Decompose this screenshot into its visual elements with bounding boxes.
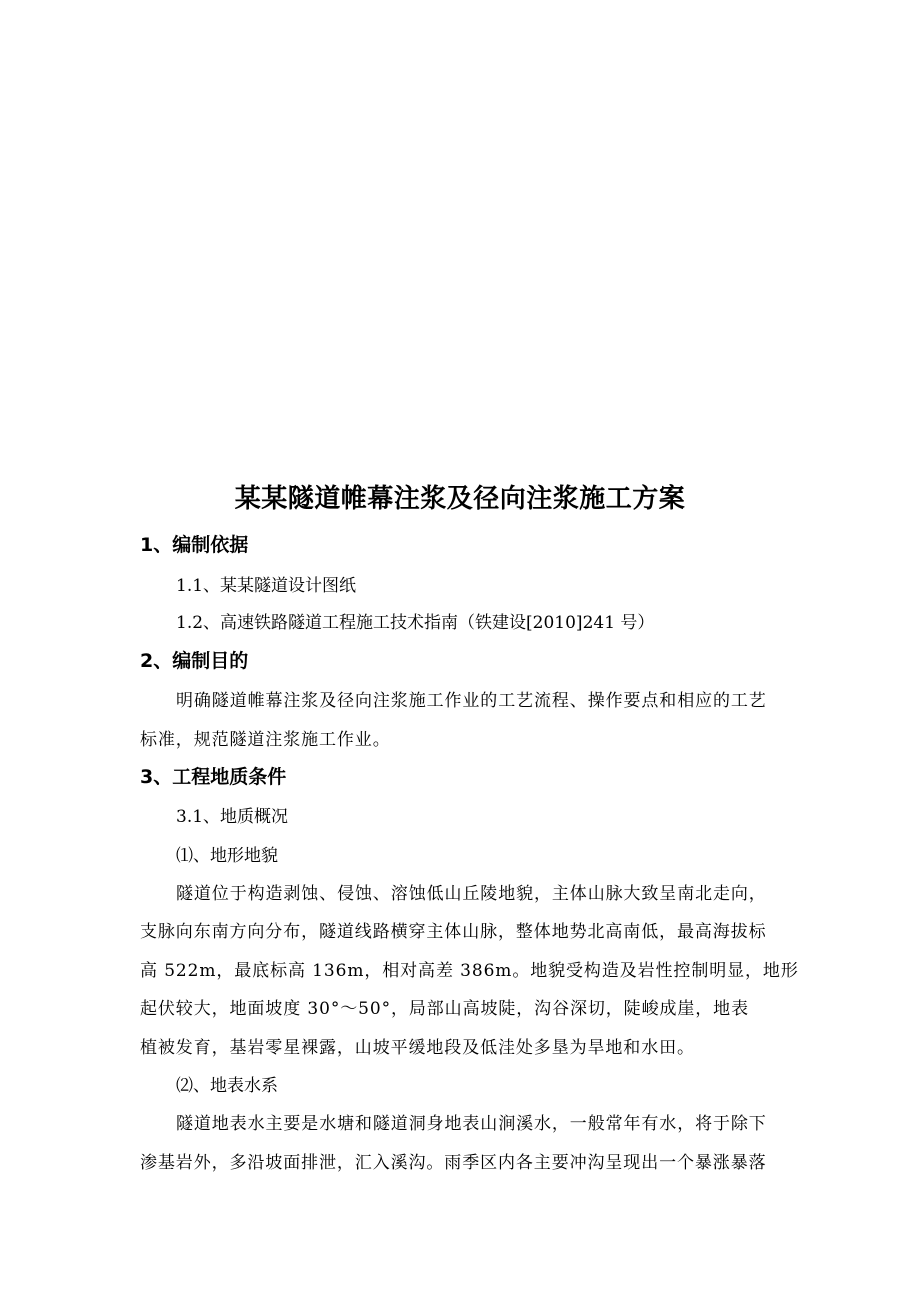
section-1-item-1: 1.1、某某隧道设计图纸	[176, 576, 357, 596]
water-line-2: 渗基岩外，多沿坡面排泄，汇入溪沟。雨季区内各主要冲沟呈现出一个暴涨暴落	[140, 1153, 767, 1173]
section-2-paragraph-line-1: 明确隧道帷幕注浆及径向注浆施工作业的工艺流程、操作要点和相应的工艺	[176, 691, 767, 711]
section-3-heading: 3、工程地质条件	[140, 766, 287, 788]
topography-line-3: 高 522m，最底标高 136m，相对高差 386m。地貌受构造及岩性控制明显，地形	[140, 961, 799, 981]
water-label: ⑵、地表水系	[176, 1076, 278, 1096]
topography-line-2: 支脉向东南方向分布，隧道线路横穿主体山脉，整体地势北高南低，最高海拔标	[140, 922, 767, 942]
topography-label: ⑴、地形地貌	[176, 846, 278, 866]
topography-line-1: 隧道位于构造剥蚀、侵蚀、溶蚀低山丘陵地貌，主体山脉大致呈南北走向，	[176, 884, 767, 904]
section-1-heading: 1、编制依据	[140, 534, 249, 556]
topography-line-4: 起伏较大，地面坡度 30°～50°，局部山高坡陡，沟谷深切，陡峻成崖，地表	[140, 999, 749, 1019]
section-2-paragraph-line-2: 标准，规范隧道注浆施工作业。	[140, 730, 391, 750]
section-2-heading: 2、编制目的	[140, 650, 249, 672]
section-3-subheading: 3.1、地质概况	[176, 807, 289, 827]
document-title: 某某隧道帷幕注浆及径向注浆施工方案	[234, 484, 686, 514]
water-line-1: 隧道地表水主要是水塘和隧道洞身地表山涧溪水，一般常年有水，将于除下	[176, 1114, 767, 1134]
section-1-item-2: 1.2、高速铁路隧道工程施工技术指南（铁建设[2010]241 号）	[176, 613, 655, 633]
topography-line-5: 植被发育，基岩零星裸露，山坡平缓地段及低洼处多垦为旱地和水田。	[140, 1038, 695, 1058]
